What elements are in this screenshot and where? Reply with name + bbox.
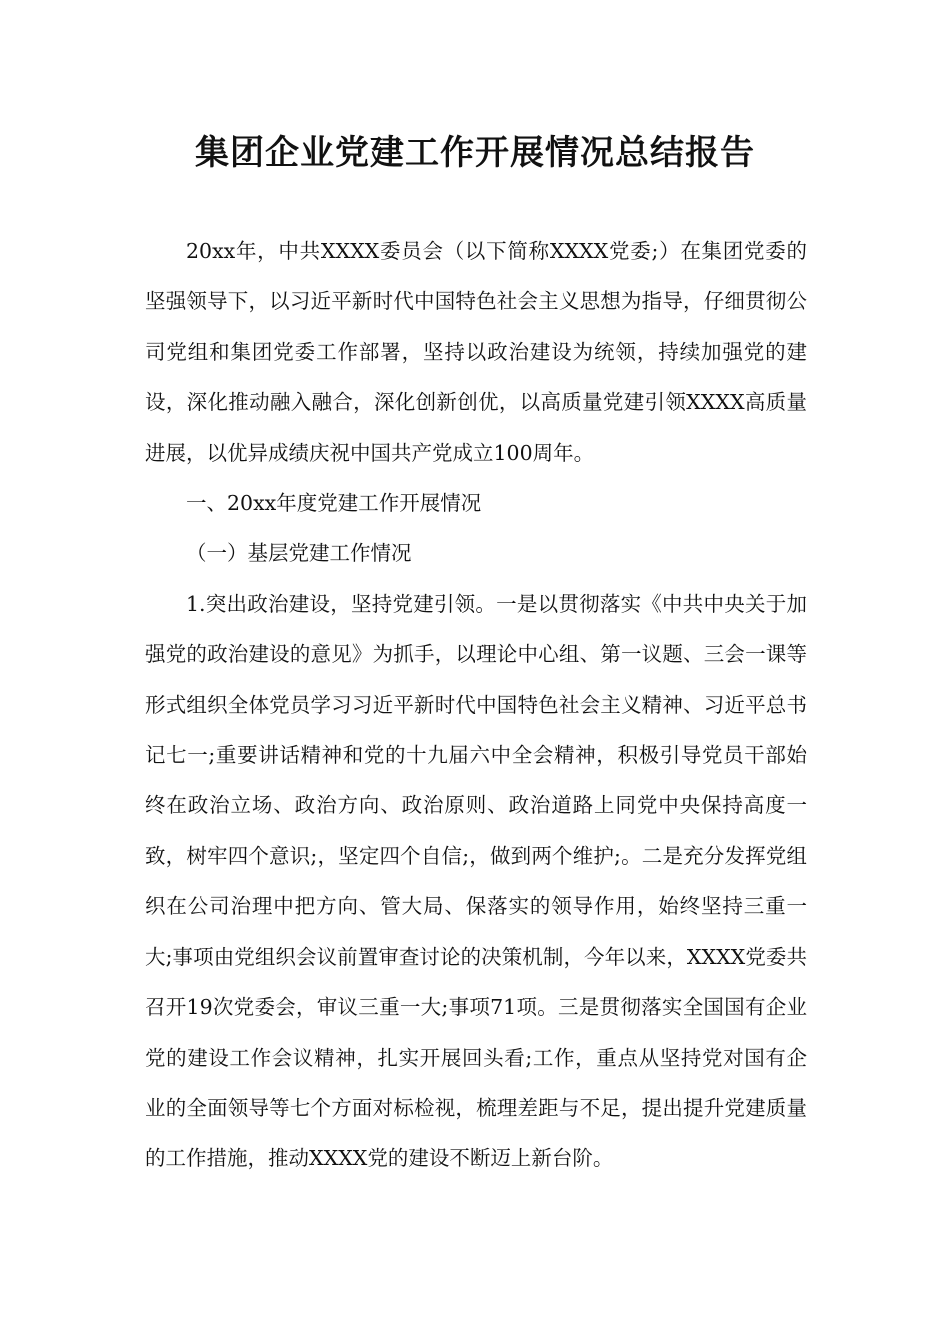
document-title: 集团企业党建工作开展情况总结报告	[195, 133, 755, 173]
document-body	[145, 226, 807, 1184]
subsection-heading: （一）基层党建工作情况	[186, 541, 412, 566]
section-heading: 一、20xx年度党建工作开展情况	[186, 491, 482, 516]
intro-paragraph: 20xx年，中共XXXX委员会（以下简称XXXX党委;）在集团党委的坚强领导下，以习近平新时代中国特色社会主义思想为指导，仔细贯彻公司党组和集团党委工作部署，坚持以政治建设为统领，持续加强党的建设，深化推动融入融合，深化创新创优，以高质量党建引领XXXX高质量进展，以优异成绩庆祝中国共产党成立100周年。	[145, 239, 807, 465]
body-paragraph: 1.突出政治建设，坚持党建引领。一是以贯彻落实《中共中央关于加强党的政治建设的意见》为抓手，以理论中心组、第一议题、三会一课等形式组织全体党员学习习近平新时代中国特色社会主义精神、习近平总书记七一;重要讲话精神和党的十九届六中全会精神，积极引导党员干部始终在政治立场、政治方向、政治原则、政治道路上同党中央保持高度一致，树牢四个意识;，坚定四个自信;，做到两个维护;。二是充分发挥党组织在公司治理中把方向、管大局、保落实的领导作用，始终坚持三重一大;事项由党组织会议前置审查讨论的决策机制，今年以来，XXXX党委共召开19次党委会，审议三重一大;事项71项。三是贯彻落实全国国有企业党的建设工作会议精神，扎实开展回头看;工作，重点从坚持党对国有企业的全面领导等七个方面对标检视，梳理差距与不足，提出提升党建质量的工作措施，推动XXXX党的建设不断迈上新台阶。	[145, 591, 807, 1171]
